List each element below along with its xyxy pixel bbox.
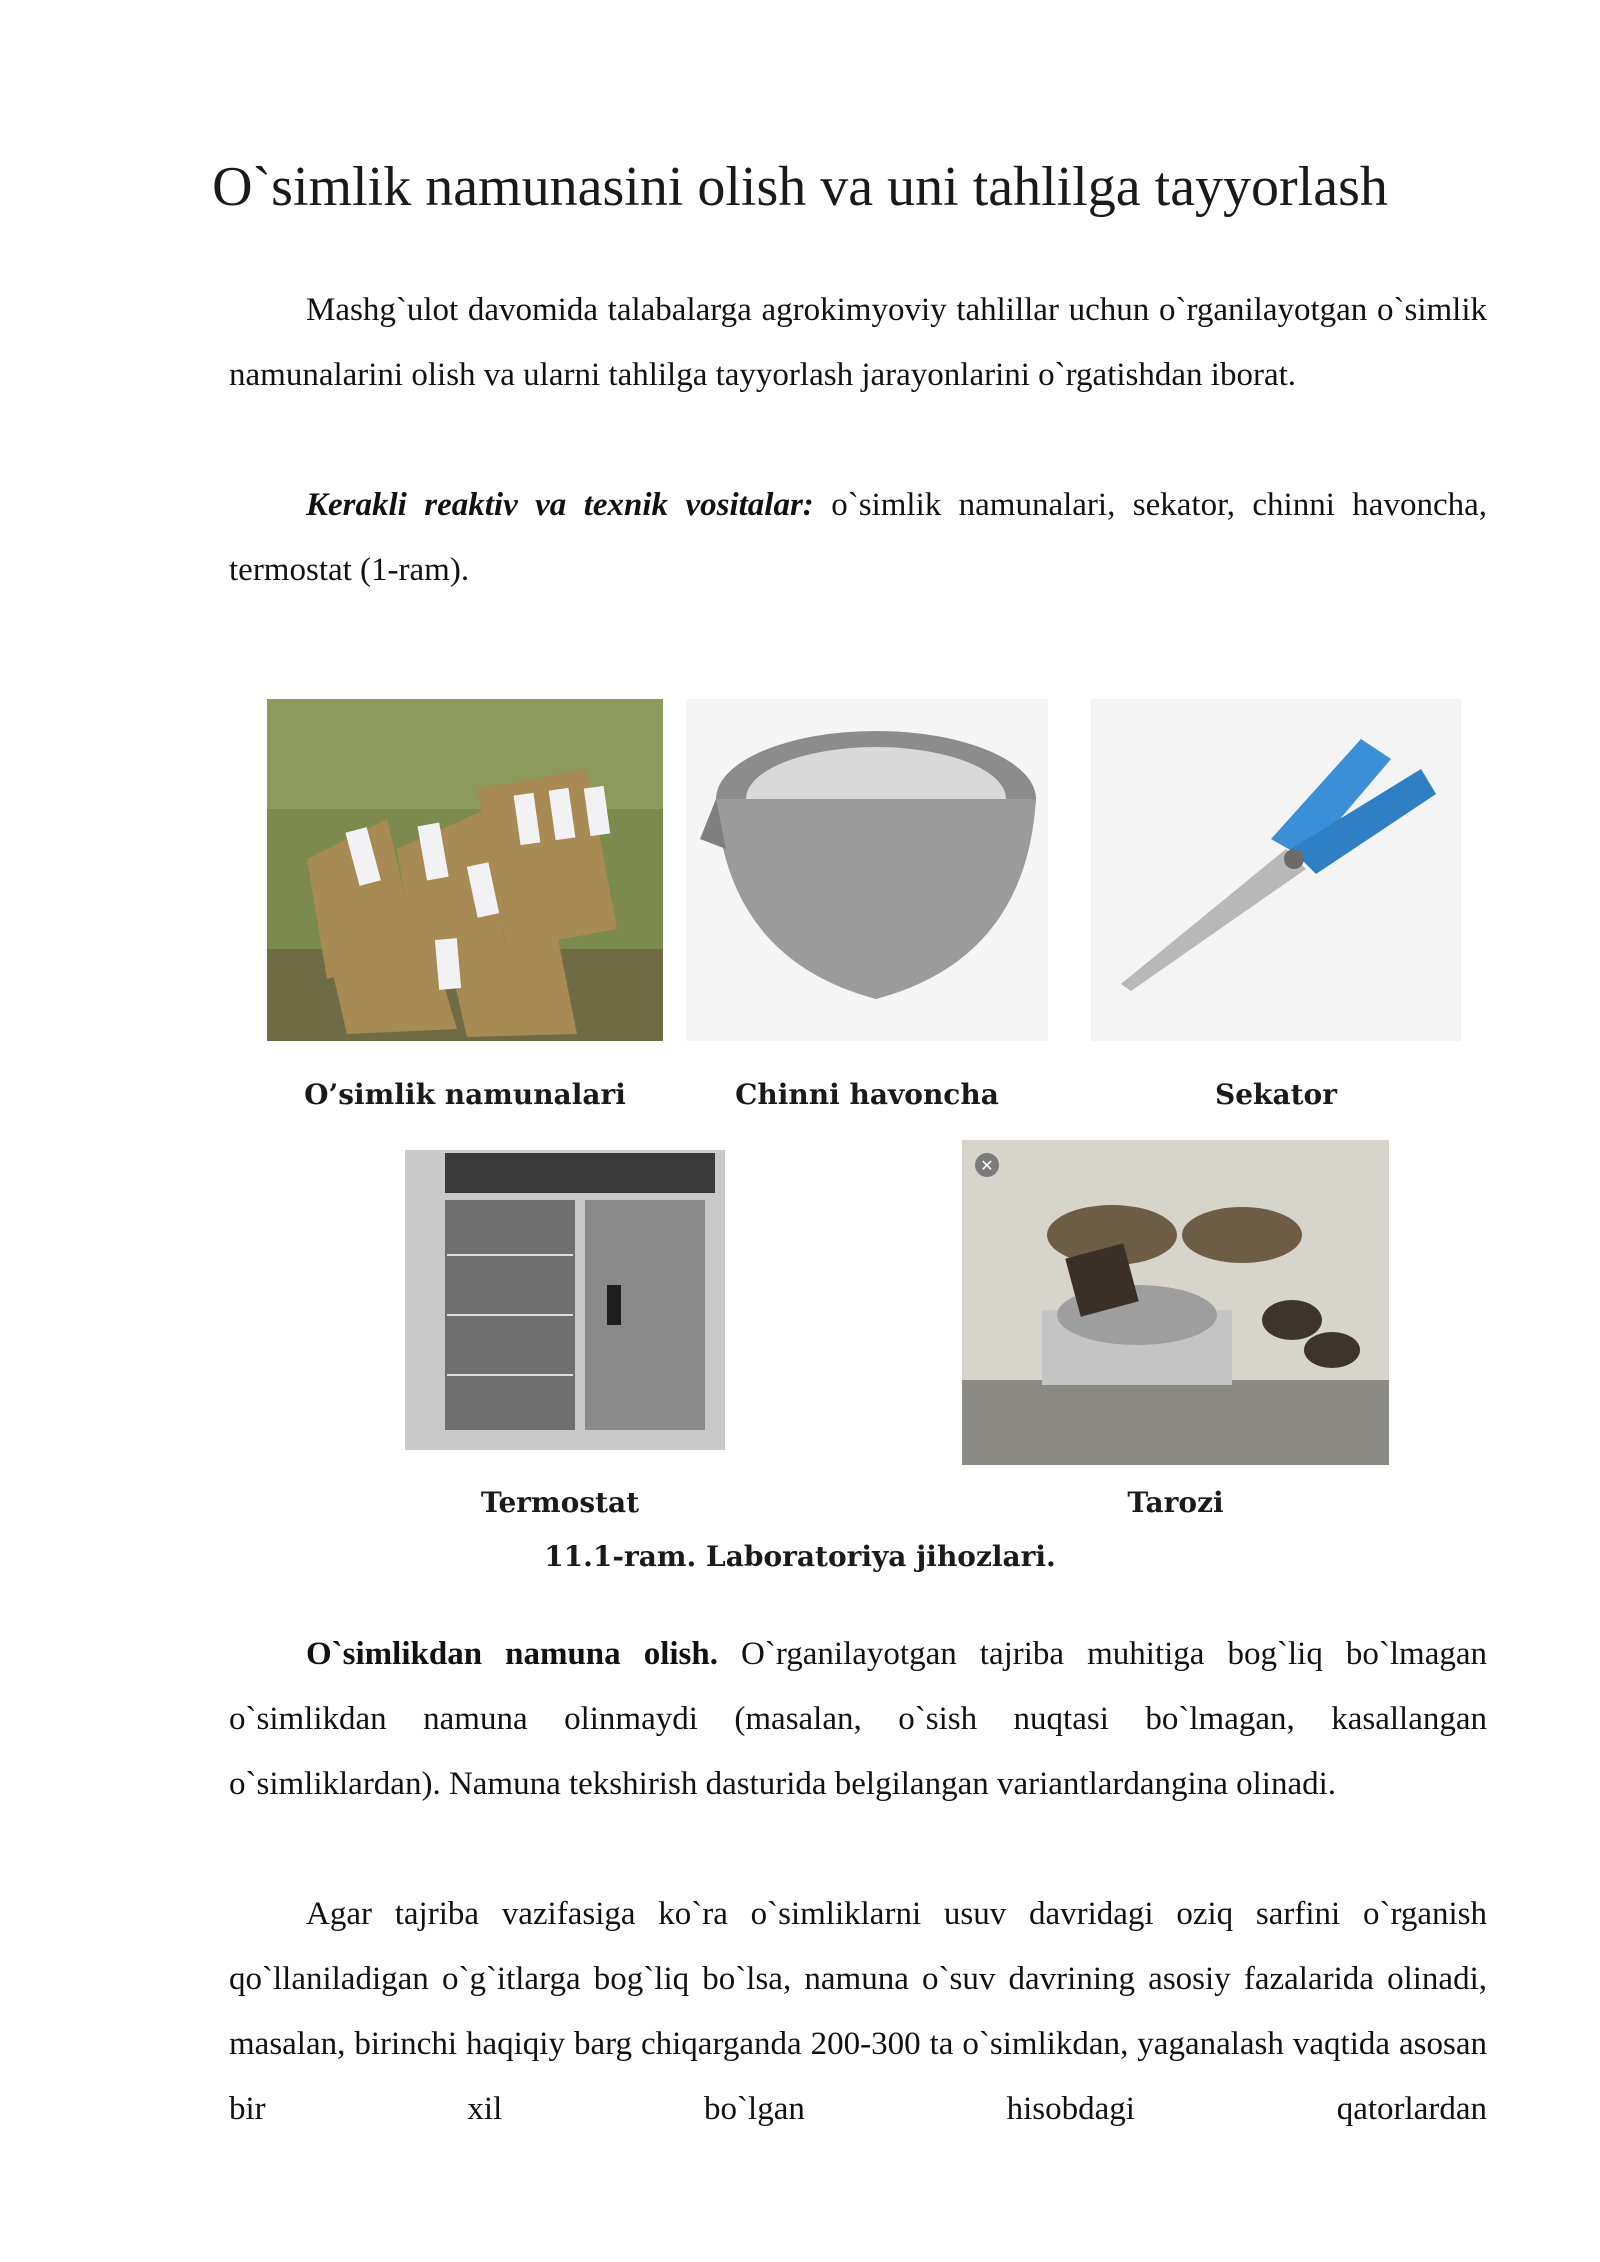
task-paragraph (229, 1882, 1487, 2142)
materials-label: Kerakli reaktiv va texnik vositalar: (306, 487, 814, 523)
caption-scale: Tarozi (1127, 1486, 1224, 1519)
sampling-paragraph (229, 1622, 1487, 1817)
scale-photo (962, 1140, 1389, 1465)
mortar-photo (686, 699, 1048, 1041)
page-title: O`simlik namunasini olish va uni tahlilga tayyorlash (212, 156, 1388, 218)
caption-pruner: Sekator (1215, 1078, 1337, 1111)
figure-caption: 11.1-ram. Laboratoriya jihozlari. (544, 1540, 1056, 1573)
pruner-photo (1091, 699, 1461, 1041)
materials-paragraph (229, 473, 1487, 603)
caption-plants: O’simlik namunalari (304, 1078, 626, 1111)
intro-text: Mashg`ulot davomida talabalarga agrokimyoviy tahlillar uchun o`rganilayotgan o`simlik namunalarini olish va ularni tahlilga tayyorlash jarayonlarini o`rgatishdan iborat. (229, 292, 1487, 393)
intro-paragraph (229, 278, 1487, 408)
task-text: Agar tajriba vazifasiga ko`ra o`simliklarni usuv davridagi oziq sarfini o`rganish qo`llaniladigan o`g`itlarga bog`liq bo`lsa, namuna o`suv davrining asosiy fazalarida olinadi, masalan, birinchi haqiqiy barg chiqarganda 200-300 ta o`simlikdan, yaganalash vaqtida asosan bir xil bo`lgan hisobdagi qatorlardan (229, 1896, 1487, 2127)
plant-samples-photo (267, 699, 663, 1041)
oven-photo (385, 1145, 735, 1459)
materials-text: o`simlik namunalari, sekator, chinni havoncha, termostat (1-ram). (229, 487, 1488, 588)
sampling-text: O`rganilayotgan tajriba muhitiga bog`liq bo`lmagan o`simlikdan namuna olinmaydi (masalan, o`sish nuqtasi bo`lmagan, kasallangan o`simliklardan). Namuna tekshirish dasturida belgilangan variantlardangina olinadi. (229, 1636, 1487, 1802)
svg-text:✕: ✕ (980, 1156, 994, 1175)
caption-mortar: Chinni havoncha (735, 1078, 999, 1111)
caption-oven: Termostat (480, 1486, 640, 1519)
sampling-label: O`simlikdan namuna olish. (306, 1636, 718, 1672)
